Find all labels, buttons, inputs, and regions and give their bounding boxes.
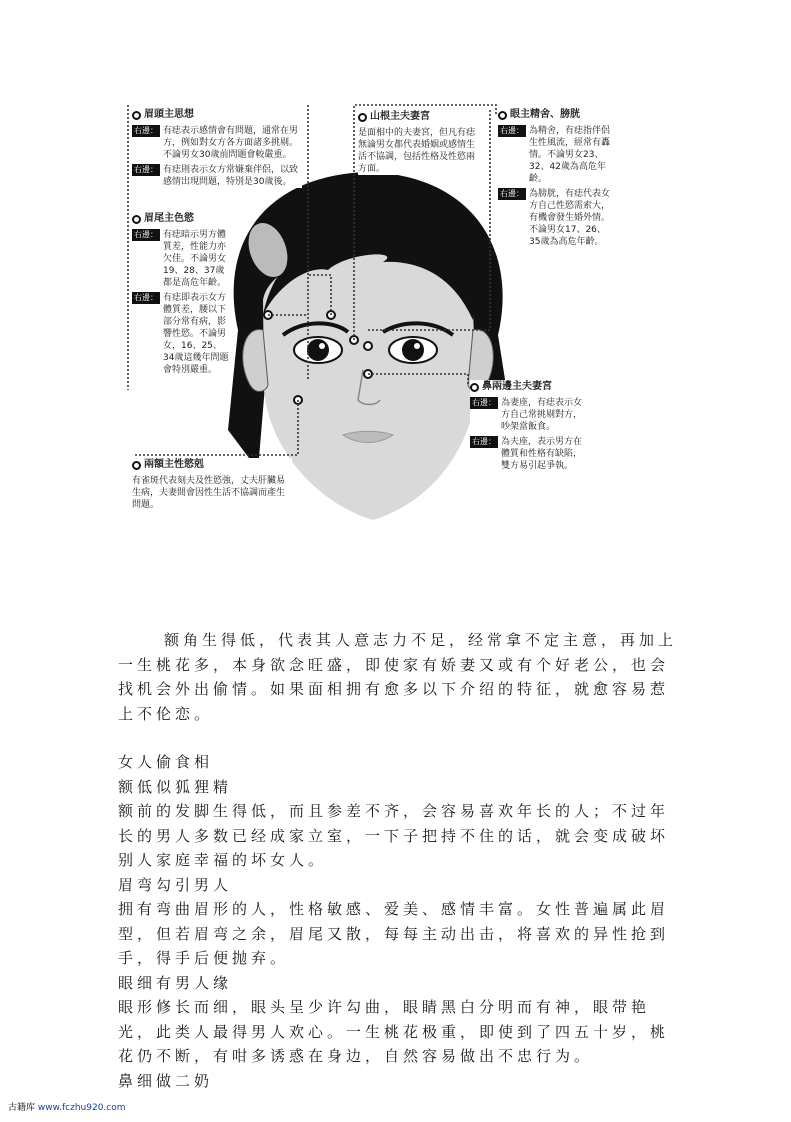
footer-site: www.fczhu920.com bbox=[37, 1103, 126, 1113]
shan-gen-title: 山根主夫妻宮 bbox=[370, 111, 430, 122]
eye-title: 眼主精舍、膀胱 bbox=[510, 109, 580, 120]
brow-tail-title: 眉尾主色慾 bbox=[144, 213, 194, 224]
face-shape bbox=[263, 250, 476, 520]
brow-tail-left-text: 有痣即表示女方體質差，腰以下部分常有病，影響性慾。不論男女，16、25、34歲這幾年問題會特別嚴重。 bbox=[163, 293, 229, 375]
shan-gen-box bbox=[358, 110, 483, 175]
ring-icon bbox=[132, 461, 141, 470]
brow-head-left-text: 有痣則表示女方常嫌棄伴侶，以致感情出現問題，特別是30歲後。 bbox=[163, 165, 299, 187]
brow-head-box bbox=[132, 108, 302, 188]
right-tag: 右邊： bbox=[134, 126, 158, 135]
brow-tail-box bbox=[132, 212, 232, 376]
brow-head-title: 眉頭主思想 bbox=[144, 109, 194, 120]
right-tag: 右邊： bbox=[134, 230, 158, 239]
left-pupil bbox=[307, 339, 329, 361]
intro-paragraph: 额角生得低，代表其人意志力不足，经常拿不定主意，再加上一生桃花多，本身欲念旺盛，即使家有娇妻又或有个好老公，也会找机会外出偷情。如果面相拥有愈多以下介绍的特征，就愈容易惹上不伦恋。 bbox=[118, 631, 678, 723]
footer-label: 古籍库 bbox=[8, 1103, 36, 1113]
ring-icon bbox=[132, 111, 141, 120]
footer-watermark bbox=[8, 1100, 126, 1113]
subheading-forehead: 额低似狐狸精 bbox=[118, 777, 233, 796]
left-tag: 右邊： bbox=[134, 165, 158, 174]
ring-icon bbox=[132, 215, 141, 224]
right-tag: 右邊： bbox=[472, 398, 496, 407]
paragraph-brow: 拥有弯曲眉形的人，性格敏感、爱美、感情丰富。女性普遍属此眉型，但若眉弯之余，眉尾又散，每每主动出击，将喜欢的异性抢到手，得手后便抛弃。 bbox=[118, 900, 670, 967]
right-tag: 右邊： bbox=[500, 126, 524, 135]
cheek-box bbox=[132, 458, 292, 511]
cheek-text: 有雀斑代表刻夫及性慾強，丈夫肝臟易生病，夫妻間會因性生活不協調而產生問題。 bbox=[132, 476, 286, 510]
brow-tail-right-text: 有痣暗示男方體質差，性能力亦欠佳。不論男女19、28、37歲都是高危年齡。 bbox=[163, 230, 227, 288]
paragraph-eye: 眼形修长而细，眼头呈少许勾曲，眼睛黑白分明而有神，眼带艳光，此类人最得男人欢心。一生桃花极重，即使到了四五十岁，桃花仍不断，有咁多诱惑在身边，自然容易做出不忠行为。 bbox=[118, 998, 670, 1065]
section-heading-women: 女人偷食相 bbox=[118, 753, 214, 771]
eye-left-text: 為膀胱，有痣代表女方自己性慾需索大，有機會發生婚外情。不論男女17、26、35歲為高危年齡。 bbox=[529, 189, 611, 247]
left-tag: 右邊： bbox=[500, 189, 524, 198]
shan-gen-text: 是面相中的夫妻宮，但凡有痣無論男女都代表婚姻或感情生活不協調，包括性格及性慾兩方面。 bbox=[358, 128, 476, 174]
marker-eye bbox=[364, 342, 372, 350]
cheek-title: 兩額主性慾剋 bbox=[144, 459, 204, 470]
nose-side-box bbox=[470, 380, 588, 472]
eye-box bbox=[498, 108, 616, 248]
subheading-nose: 鼻细做二奶 bbox=[118, 1071, 214, 1090]
face-diagram bbox=[118, 100, 618, 540]
nose-side-left-text: 為夫座，表示男方在體質和性格有缺陷，雙方易引起爭執。 bbox=[501, 437, 583, 471]
subheading-eye: 眼细有男人缘 bbox=[118, 973, 233, 992]
nose-side-right-text: 為妻座，有痣表示女方自己常挑剔對方，吵架當飯食。 bbox=[501, 398, 583, 432]
right-pupil bbox=[402, 339, 424, 361]
left-tag: 右邊： bbox=[472, 437, 496, 446]
nose-side-title: 鼻兩邊主夫妻宮 bbox=[482, 381, 552, 392]
ring-icon bbox=[470, 383, 479, 392]
left-tag: 右邊： bbox=[134, 293, 158, 302]
ring-icon bbox=[358, 113, 367, 122]
article-body bbox=[118, 628, 678, 1093]
paragraph-forehead: 额前的发脚生得低，而且参差不齐，会容易喜欢年长的人；不过年长的男人多数已经成家立室，一下子把持不住的话，就会变成破坏别人家庭幸福的坏女人。 bbox=[118, 802, 670, 869]
brow-head-right-text: 有痣表示感情會有問題，通常在男方，例如對女方各方面諸多挑剔。不論男女30歲前問題會較嚴重。 bbox=[163, 126, 299, 160]
subheading-brow: 眉弯勾引男人 bbox=[118, 875, 233, 894]
eye-right-text: 為精舍，有痣指伴侶生性風流，經常有轟情。不論男女23、32、42歲為高危年齡。 bbox=[529, 126, 611, 184]
ring-icon bbox=[498, 111, 507, 120]
